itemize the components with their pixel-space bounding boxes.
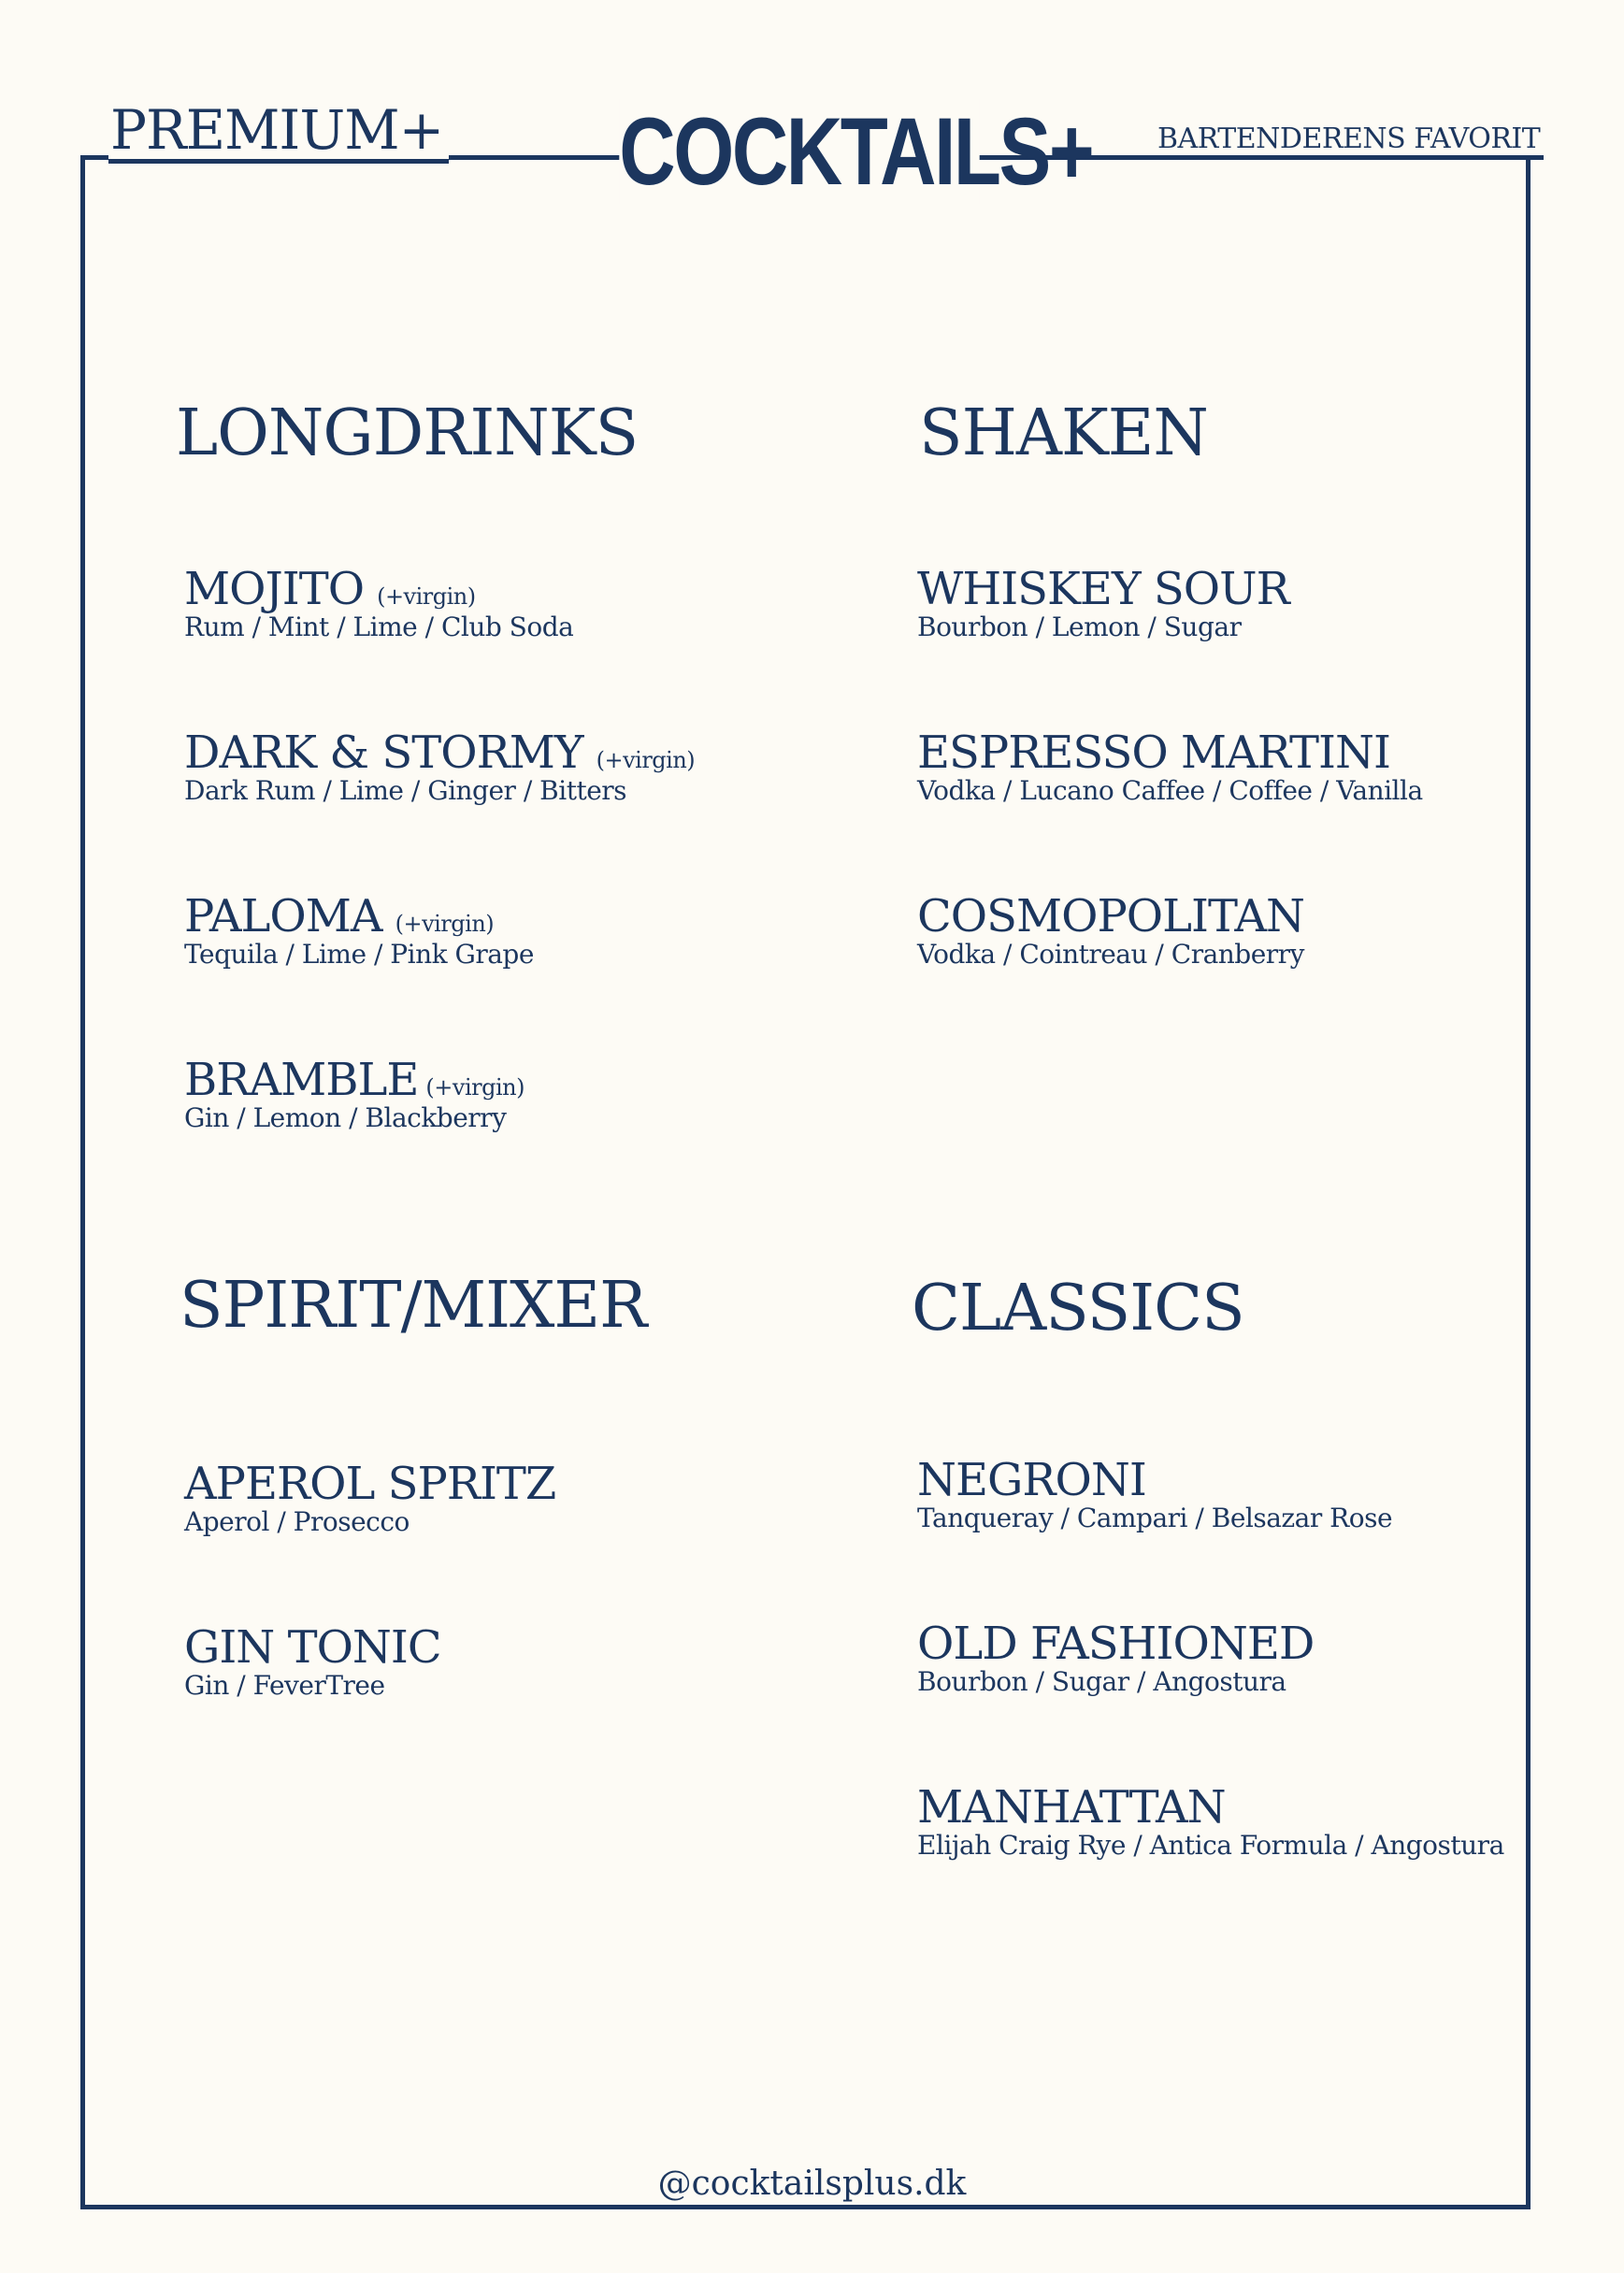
menu-item-aperol-spritz: [184, 1458, 556, 1537]
menu-item-negroni: [917, 1454, 1393, 1533]
item-ingredients: Tequila / Lime / Pink Grape: [184, 939, 534, 970]
premium-label: PREMIUM+: [108, 103, 449, 164]
menu-item-mojito: [184, 563, 574, 642]
section-title-classics: CLASSICS: [912, 1272, 1244, 1345]
item-name: NEGRONI: [917, 1454, 1146, 1506]
item-ingredients: Vodka / Lucano Caffee / Coffee / Vanilla: [917, 775, 1423, 806]
item-name: WHISKEY SOUR: [917, 563, 1289, 615]
menu-item-whiskey-sour: [917, 563, 1289, 642]
item-ingredients: Gin / FeverTree: [184, 1670, 385, 1701]
virgin-note: (+virgin): [377, 583, 476, 610]
menu-item-manhattan: [917, 1781, 1504, 1861]
item-name: PALOMA: [184, 890, 382, 942]
item-name: OLD FASHIONED: [917, 1618, 1315, 1670]
item-ingredients: Rum / Mint / Lime / Club Soda: [184, 611, 574, 642]
item-ingredients: Aperol / Prosecco: [184, 1506, 410, 1537]
menu-item-paloma: [184, 890, 534, 970]
virgin-note: (+virgin): [596, 747, 696, 773]
item-ingredients: Bourbon / Lemon / Sugar: [917, 611, 1242, 642]
item-name: GIN TONIC: [184, 1621, 441, 1674]
bartender-favorite-label: BARTENDERENS FAVORIT: [1157, 125, 1544, 160]
section-title-spirit-mixer: SPIRIT/MIXER: [180, 1269, 647, 1343]
menu-item-dark-and-stormy: [184, 726, 696, 806]
menu-item-espresso-martini: [917, 726, 1423, 806]
item-ingredients: Vodka / Cointreau / Cranberry: [917, 939, 1304, 970]
item-name: COSMOPOLITAN: [917, 890, 1304, 942]
virgin-note: (+virgin): [425, 1074, 525, 1101]
item-ingredients: Gin / Lemon / Blackberry: [184, 1102, 507, 1133]
item-ingredients: Tanqueray / Campari / Belsazar Rose: [917, 1503, 1393, 1533]
item-name: MOJITO: [184, 563, 365, 615]
instagram-handle[interactable]: @cocktailsplus.dk: [653, 2165, 972, 2203]
item-ingredients: Dark Rum / Lime / Ginger / Bitters: [184, 775, 627, 806]
brand-logo: COCKTAILS+: [619, 98, 1093, 205]
item-name: ESPRESSO MARTINI: [917, 726, 1390, 779]
section-title-longdrinks: LONGDRINKS: [176, 396, 639, 470]
item-name: BRAMBLE: [184, 1054, 419, 1106]
virgin-note: (+virgin): [395, 911, 495, 937]
item-name: APEROL SPRITZ: [184, 1458, 556, 1510]
item-ingredients: Elijah Craig Rye / Antica Formula / Angostura: [917, 1830, 1504, 1861]
section-title-shaken: SHAKEN: [919, 396, 1208, 470]
item-ingredients: Bourbon / Sugar / Angostura: [917, 1666, 1286, 1697]
item-name: MANHATTAN: [917, 1781, 1226, 1834]
item-name: DARK & STORMY: [184, 726, 583, 779]
menu-item-bramble: [184, 1054, 525, 1133]
footer: [0, 2167, 1624, 2201]
menu-item-cosmopolitan: [917, 890, 1304, 970]
menu-item-gin-tonic: [184, 1621, 441, 1701]
menu-item-old-fashioned: [917, 1618, 1315, 1697]
